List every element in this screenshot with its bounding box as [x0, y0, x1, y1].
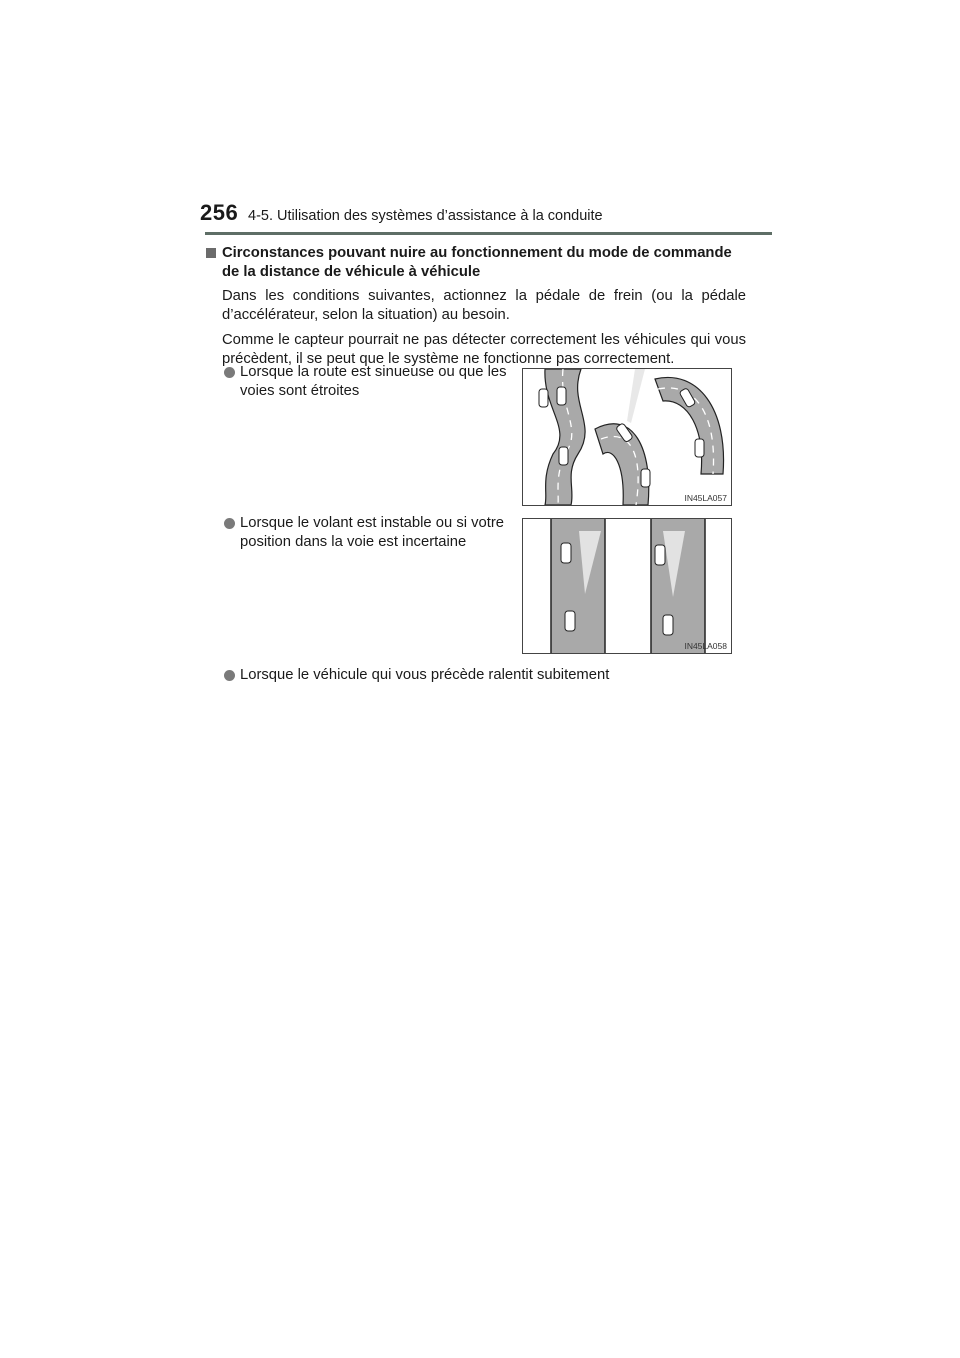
list-item: [222, 514, 532, 552]
lane-position-illustration: [523, 519, 731, 653]
header-title: 4-5. Utilisation des systèmes d’assistance à la conduite: [248, 208, 603, 224]
winding-road-illustration: [523, 369, 731, 505]
section-heading: [206, 244, 746, 282]
figure-winding-road: [522, 368, 732, 506]
list-item-text: Lorsque le véhicule qui vous précède ralentit subitement: [240, 667, 610, 683]
round-bullet-icon: [224, 367, 235, 378]
paragraph: Dans les conditions suivantes, actionnez la pédale de frein (ou la pédale d’accélérateur, selon la situation) au besoin.: [222, 288, 746, 323]
paragraph: Comme le capteur pourrait ne pas détecter correctement les véhicules qui vous précèdent, il se peut que le système ne fonctionne pas correctement.: [222, 332, 746, 367]
page-number: 256: [200, 200, 239, 225]
list-item: [222, 363, 532, 401]
list-item: [222, 666, 760, 685]
list-item-text: Lorsque le volant est instable ou si votre position dans la voie est incertaine: [240, 515, 505, 550]
header-rule: [205, 232, 772, 235]
figure-lane-position: [522, 518, 732, 654]
list-item-text: Lorsque la route est sinueuse ou que les voies sont étroites: [240, 364, 507, 399]
round-bullet-icon: [224, 670, 235, 681]
figure-code: IN45LA058: [684, 641, 727, 651]
round-bullet-icon: [224, 518, 235, 529]
square-bullet-icon: [206, 248, 216, 258]
figure-code: IN45LA057: [684, 493, 727, 503]
section-heading-text: Circonstances pouvant nuire au fonctionnement du mode de commande de la distance de véhicule à véhicule: [222, 245, 732, 280]
section-block: [206, 244, 746, 369]
